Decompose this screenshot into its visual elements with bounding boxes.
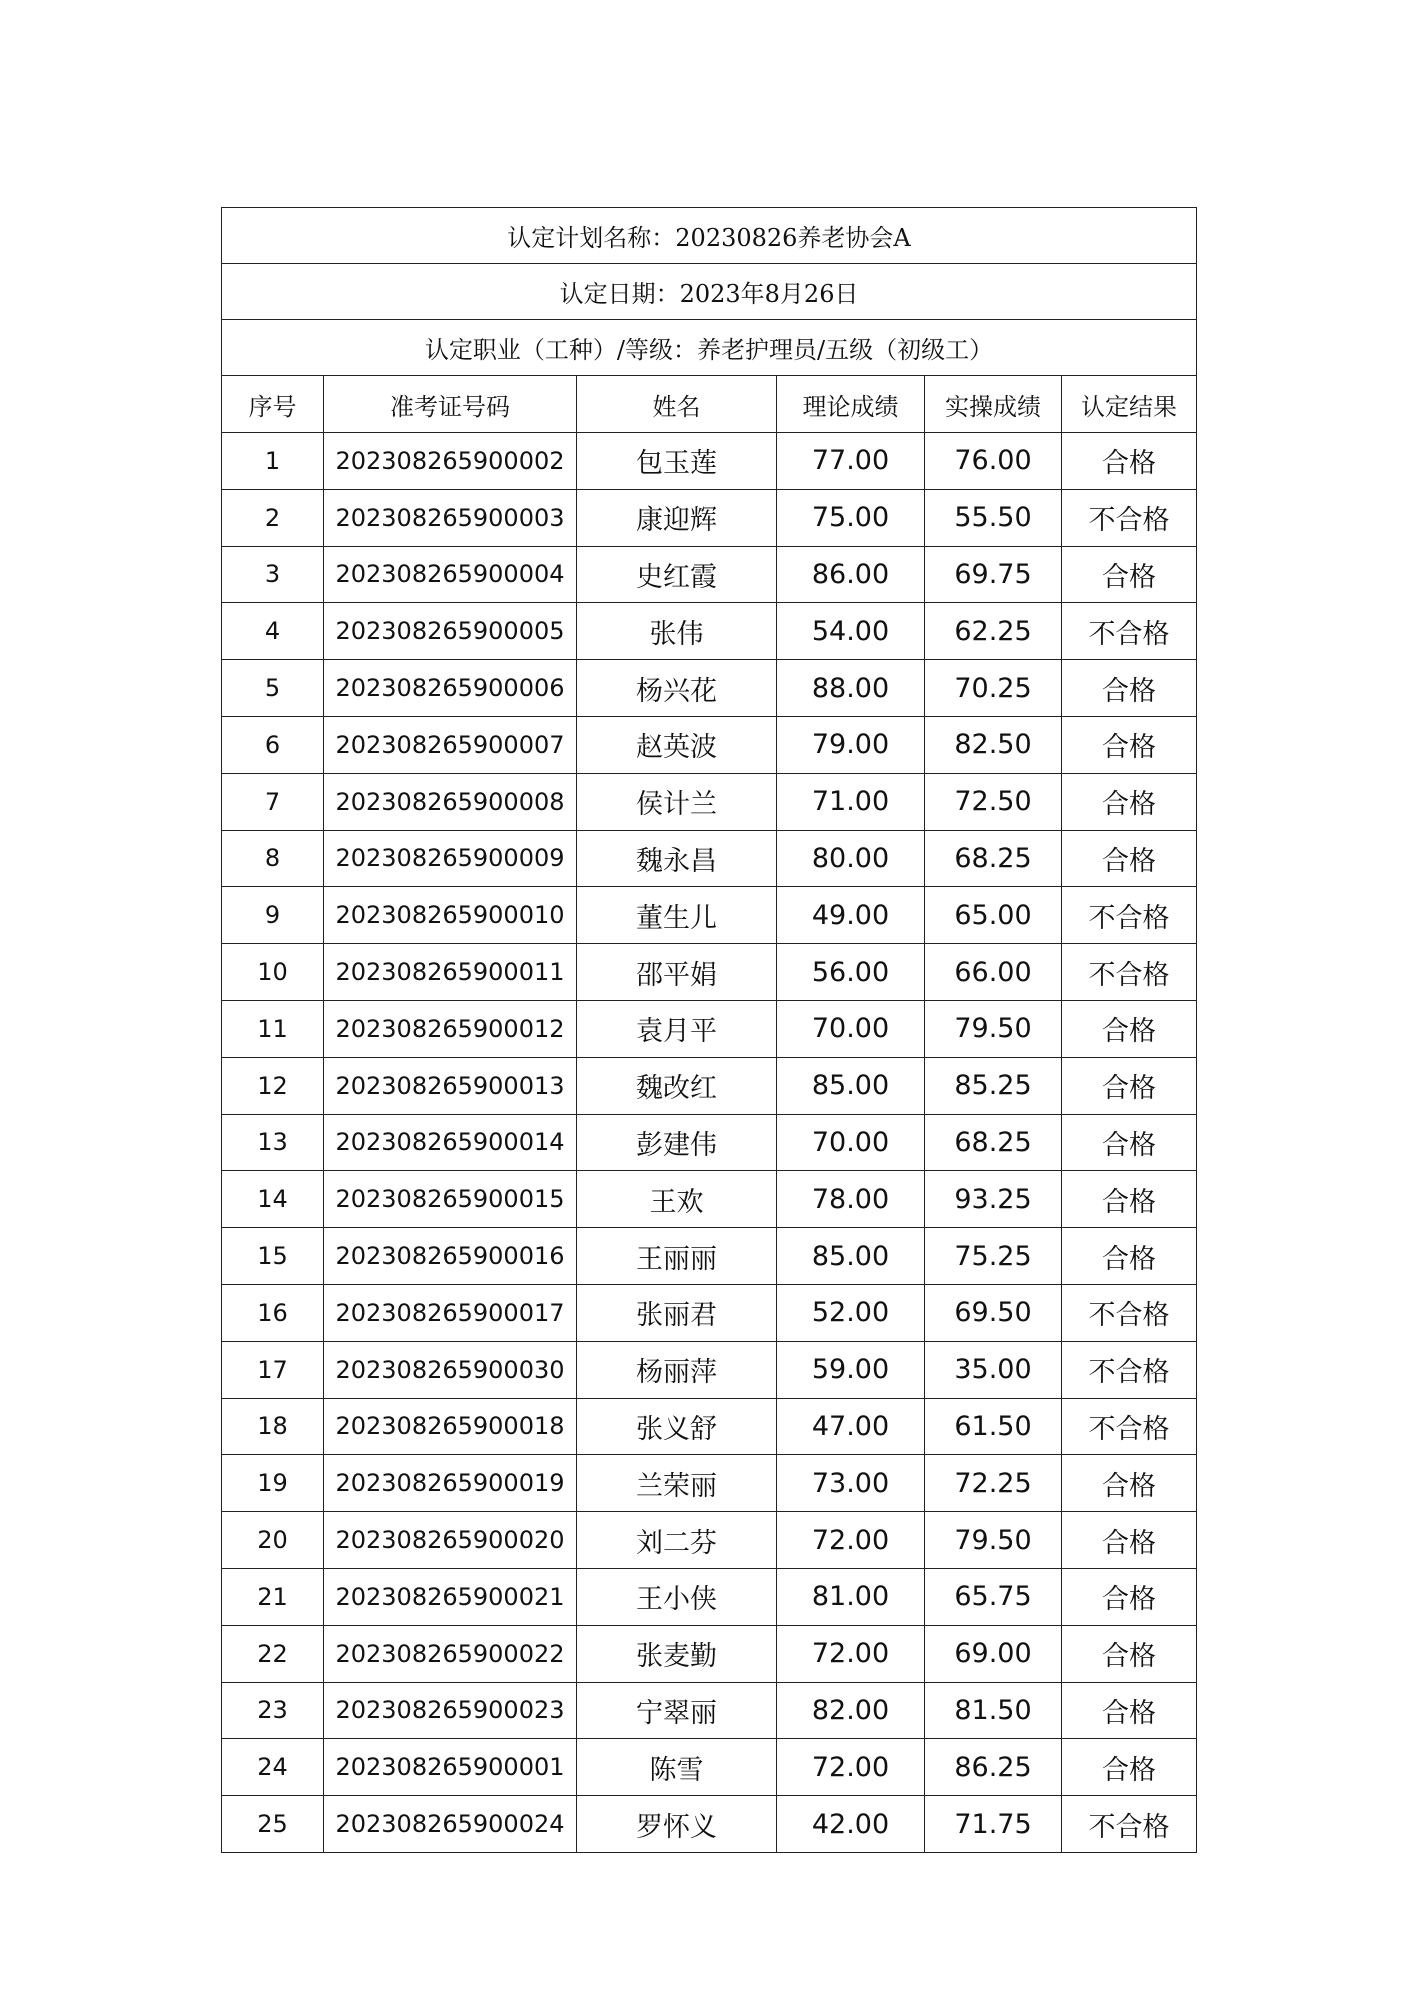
cell-seq: 1 bbox=[222, 433, 324, 490]
cell-exam-no: 202308265900013 bbox=[324, 1057, 577, 1114]
cell-exam-no: 202308265900003 bbox=[324, 489, 577, 546]
cell-name: 史红霞 bbox=[577, 546, 777, 603]
cell-result: 合格 bbox=[1062, 660, 1197, 717]
cell-result: 合格 bbox=[1062, 830, 1197, 887]
cell-theory: 52.00 bbox=[777, 1284, 925, 1341]
cell-exam-no: 202308265900015 bbox=[324, 1171, 577, 1228]
cell-seq: 14 bbox=[222, 1171, 324, 1228]
cell-exam-no: 202308265900024 bbox=[324, 1796, 577, 1853]
cell-result: 合格 bbox=[1062, 1057, 1197, 1114]
cell-exam-no: 202308265900016 bbox=[324, 1228, 577, 1285]
cell-practical: 68.25 bbox=[925, 830, 1062, 887]
cell-theory: 70.00 bbox=[777, 1000, 925, 1057]
cell-theory: 56.00 bbox=[777, 944, 925, 1001]
cell-result: 不合格 bbox=[1062, 1398, 1197, 1455]
cell-result: 合格 bbox=[1062, 773, 1197, 830]
table-row bbox=[222, 1682, 1197, 1739]
cell-seq: 5 bbox=[222, 660, 324, 717]
cell-practical: 81.50 bbox=[925, 1682, 1062, 1739]
cell-seq: 19 bbox=[222, 1455, 324, 1512]
cell-result: 合格 bbox=[1062, 1114, 1197, 1171]
cell-exam-no: 202308265900019 bbox=[324, 1455, 577, 1512]
certification-date: 认定日期：2023年8月26日 bbox=[222, 264, 1197, 320]
cell-name: 袁月平 bbox=[577, 1000, 777, 1057]
header-seq: 序号 bbox=[222, 376, 324, 433]
cell-exam-no: 202308265900011 bbox=[324, 944, 577, 1001]
cell-name: 赵英波 bbox=[577, 716, 777, 773]
cell-practical: 61.50 bbox=[925, 1398, 1062, 1455]
cell-seq: 2 bbox=[222, 489, 324, 546]
cell-name: 董生儿 bbox=[577, 887, 777, 944]
cell-exam-no: 202308265900005 bbox=[324, 603, 577, 660]
cell-exam-no: 202308265900008 bbox=[324, 773, 577, 830]
cell-theory: 86.00 bbox=[777, 546, 925, 603]
cell-name: 张麦勤 bbox=[577, 1625, 777, 1682]
cell-exam-no: 202308265900021 bbox=[324, 1568, 577, 1625]
cell-theory: 71.00 bbox=[777, 773, 925, 830]
cell-name: 刘二芬 bbox=[577, 1512, 777, 1569]
cell-practical: 70.25 bbox=[925, 660, 1062, 717]
cell-practical: 82.50 bbox=[925, 716, 1062, 773]
cell-theory: 49.00 bbox=[777, 887, 925, 944]
cell-practical: 75.25 bbox=[925, 1228, 1062, 1285]
cell-theory: 88.00 bbox=[777, 660, 925, 717]
cell-result: 不合格 bbox=[1062, 944, 1197, 1001]
cell-exam-no: 202308265900023 bbox=[324, 1682, 577, 1739]
table-row bbox=[222, 1341, 1197, 1398]
cell-theory: 85.00 bbox=[777, 1057, 925, 1114]
cell-result: 合格 bbox=[1062, 1512, 1197, 1569]
cell-theory: 59.00 bbox=[777, 1341, 925, 1398]
table-row bbox=[222, 1057, 1197, 1114]
cell-practical: 55.50 bbox=[925, 489, 1062, 546]
cell-name: 邵平娟 bbox=[577, 944, 777, 1001]
cell-theory: 70.00 bbox=[777, 1114, 925, 1171]
header-row bbox=[222, 376, 1197, 433]
cell-practical: 72.50 bbox=[925, 773, 1062, 830]
date-row bbox=[222, 264, 1197, 320]
cell-theory: 79.00 bbox=[777, 716, 925, 773]
cell-name: 张丽君 bbox=[577, 1284, 777, 1341]
cell-exam-no: 202308265900017 bbox=[324, 1284, 577, 1341]
cell-name: 张伟 bbox=[577, 603, 777, 660]
cell-practical: 65.00 bbox=[925, 887, 1062, 944]
cell-result: 合格 bbox=[1062, 1000, 1197, 1057]
header-name: 姓名 bbox=[577, 376, 777, 433]
plan-name: 认定计划名称：20230826养老协会A bbox=[222, 208, 1197, 264]
cell-theory: 72.00 bbox=[777, 1625, 925, 1682]
cell-name: 张义舒 bbox=[577, 1398, 777, 1455]
cell-seq: 25 bbox=[222, 1796, 324, 1853]
cell-theory: 75.00 bbox=[777, 489, 925, 546]
cell-exam-no: 202308265900009 bbox=[324, 830, 577, 887]
table-row bbox=[222, 1284, 1197, 1341]
table-row bbox=[222, 1796, 1197, 1853]
cell-seq: 22 bbox=[222, 1625, 324, 1682]
table-row bbox=[222, 944, 1197, 1001]
cell-name: 康迎辉 bbox=[577, 489, 777, 546]
cell-theory: 81.00 bbox=[777, 1568, 925, 1625]
cell-name: 魏改红 bbox=[577, 1057, 777, 1114]
cell-seq: 13 bbox=[222, 1114, 324, 1171]
table-row bbox=[222, 1228, 1197, 1285]
cell-theory: 78.00 bbox=[777, 1171, 925, 1228]
table-row bbox=[222, 773, 1197, 830]
table-row bbox=[222, 1512, 1197, 1569]
cell-theory: 47.00 bbox=[777, 1398, 925, 1455]
cell-seq: 9 bbox=[222, 887, 324, 944]
cell-name: 王小侠 bbox=[577, 1568, 777, 1625]
cell-seq: 18 bbox=[222, 1398, 324, 1455]
occupation-row bbox=[222, 320, 1197, 376]
cell-name: 彭建伟 bbox=[577, 1114, 777, 1171]
cell-practical: 76.00 bbox=[925, 433, 1062, 490]
cell-seq: 10 bbox=[222, 944, 324, 1001]
cell-seq: 21 bbox=[222, 1568, 324, 1625]
table-row bbox=[222, 716, 1197, 773]
cell-practical: 69.75 bbox=[925, 546, 1062, 603]
cell-exam-no: 202308265900004 bbox=[324, 546, 577, 603]
cell-result: 不合格 bbox=[1062, 603, 1197, 660]
cell-theory: 85.00 bbox=[777, 1228, 925, 1285]
table-row bbox=[222, 546, 1197, 603]
cell-practical: 66.00 bbox=[925, 944, 1062, 1001]
plan-name-row bbox=[222, 208, 1197, 264]
table-row bbox=[222, 1398, 1197, 1455]
cell-theory: 73.00 bbox=[777, 1455, 925, 1512]
cell-exam-no: 202308265900007 bbox=[324, 716, 577, 773]
cell-exam-no: 202308265900002 bbox=[324, 433, 577, 490]
cell-name: 王丽丽 bbox=[577, 1228, 777, 1285]
cell-seq: 16 bbox=[222, 1284, 324, 1341]
cell-seq: 8 bbox=[222, 830, 324, 887]
cell-name: 兰荣丽 bbox=[577, 1455, 777, 1512]
cell-seq: 23 bbox=[222, 1682, 324, 1739]
cell-result: 合格 bbox=[1062, 1455, 1197, 1512]
cell-practical: 68.25 bbox=[925, 1114, 1062, 1171]
cell-exam-no: 202308265900001 bbox=[324, 1739, 577, 1796]
cell-name: 包玉莲 bbox=[577, 433, 777, 490]
cell-name: 侯计兰 bbox=[577, 773, 777, 830]
cell-seq: 7 bbox=[222, 773, 324, 830]
header-theory: 理论成绩 bbox=[777, 376, 925, 433]
cell-result: 合格 bbox=[1062, 1625, 1197, 1682]
cell-exam-no: 202308265900030 bbox=[324, 1341, 577, 1398]
cell-seq: 6 bbox=[222, 716, 324, 773]
cell-result: 不合格 bbox=[1062, 887, 1197, 944]
cell-practical: 65.75 bbox=[925, 1568, 1062, 1625]
cell-practical: 86.25 bbox=[925, 1739, 1062, 1796]
cell-seq: 17 bbox=[222, 1341, 324, 1398]
table-row bbox=[222, 1171, 1197, 1228]
cell-result: 合格 bbox=[1062, 716, 1197, 773]
cell-seq: 24 bbox=[222, 1739, 324, 1796]
cell-name: 宁翠丽 bbox=[577, 1682, 777, 1739]
table-row bbox=[222, 1739, 1197, 1796]
cell-exam-no: 202308265900012 bbox=[324, 1000, 577, 1057]
cell-name: 魏永昌 bbox=[577, 830, 777, 887]
cell-result: 合格 bbox=[1062, 1568, 1197, 1625]
table-row bbox=[222, 433, 1197, 490]
cell-result: 不合格 bbox=[1062, 1341, 1197, 1398]
table-row bbox=[222, 1455, 1197, 1512]
table-row bbox=[222, 1000, 1197, 1057]
cell-exam-no: 202308265900014 bbox=[324, 1114, 577, 1171]
table-row bbox=[222, 489, 1197, 546]
cell-exam-no: 202308265900018 bbox=[324, 1398, 577, 1455]
header-result: 认定结果 bbox=[1062, 376, 1197, 433]
cell-exam-no: 202308265900010 bbox=[324, 887, 577, 944]
cell-seq: 3 bbox=[222, 546, 324, 603]
cell-result: 合格 bbox=[1062, 546, 1197, 603]
cell-practical: 79.50 bbox=[925, 1000, 1062, 1057]
cell-theory: 42.00 bbox=[777, 1796, 925, 1853]
cell-theory: 72.00 bbox=[777, 1739, 925, 1796]
occupation-level: 认定职业（工种）/等级：养老护理员/五级（初级工） bbox=[222, 320, 1197, 376]
cell-exam-no: 202308265900006 bbox=[324, 660, 577, 717]
cell-result: 不合格 bbox=[1062, 1796, 1197, 1853]
cell-practical: 69.50 bbox=[925, 1284, 1062, 1341]
cell-theory: 80.00 bbox=[777, 830, 925, 887]
cell-practical: 35.00 bbox=[925, 1341, 1062, 1398]
cell-result: 合格 bbox=[1062, 1739, 1197, 1796]
results-table bbox=[221, 207, 1197, 1853]
cell-practical: 62.25 bbox=[925, 603, 1062, 660]
table-row bbox=[222, 1114, 1197, 1171]
table-row bbox=[222, 603, 1197, 660]
cell-name: 陈雪 bbox=[577, 1739, 777, 1796]
cell-name: 王欢 bbox=[577, 1171, 777, 1228]
cell-seq: 11 bbox=[222, 1000, 324, 1057]
cell-practical: 72.25 bbox=[925, 1455, 1062, 1512]
cell-result: 合格 bbox=[1062, 433, 1197, 490]
cell-seq: 15 bbox=[222, 1228, 324, 1285]
cell-result: 合格 bbox=[1062, 1682, 1197, 1739]
cell-theory: 54.00 bbox=[777, 603, 925, 660]
cell-theory: 72.00 bbox=[777, 1512, 925, 1569]
table-row bbox=[222, 887, 1197, 944]
cell-practical: 79.50 bbox=[925, 1512, 1062, 1569]
cell-seq: 12 bbox=[222, 1057, 324, 1114]
cell-seq: 20 bbox=[222, 1512, 324, 1569]
header-exam-no: 准考证号码 bbox=[324, 376, 577, 433]
header-practical: 实操成绩 bbox=[925, 376, 1062, 433]
cell-seq: 4 bbox=[222, 603, 324, 660]
cell-result: 不合格 bbox=[1062, 1284, 1197, 1341]
cell-theory: 82.00 bbox=[777, 1682, 925, 1739]
cell-theory: 77.00 bbox=[777, 433, 925, 490]
cell-result: 合格 bbox=[1062, 1228, 1197, 1285]
cell-name: 杨兴花 bbox=[577, 660, 777, 717]
cell-name: 罗怀义 bbox=[577, 1796, 777, 1853]
cell-exam-no: 202308265900020 bbox=[324, 1512, 577, 1569]
cell-practical: 93.25 bbox=[925, 1171, 1062, 1228]
cell-practical: 85.25 bbox=[925, 1057, 1062, 1114]
cell-practical: 71.75 bbox=[925, 1796, 1062, 1853]
cell-practical: 69.00 bbox=[925, 1625, 1062, 1682]
cell-result: 不合格 bbox=[1062, 489, 1197, 546]
table-row bbox=[222, 1568, 1197, 1625]
cell-result: 合格 bbox=[1062, 1171, 1197, 1228]
cell-exam-no: 202308265900022 bbox=[324, 1625, 577, 1682]
table-row bbox=[222, 1625, 1197, 1682]
table-row bbox=[222, 830, 1197, 887]
table-row bbox=[222, 660, 1197, 717]
cell-name: 杨丽萍 bbox=[577, 1341, 777, 1398]
